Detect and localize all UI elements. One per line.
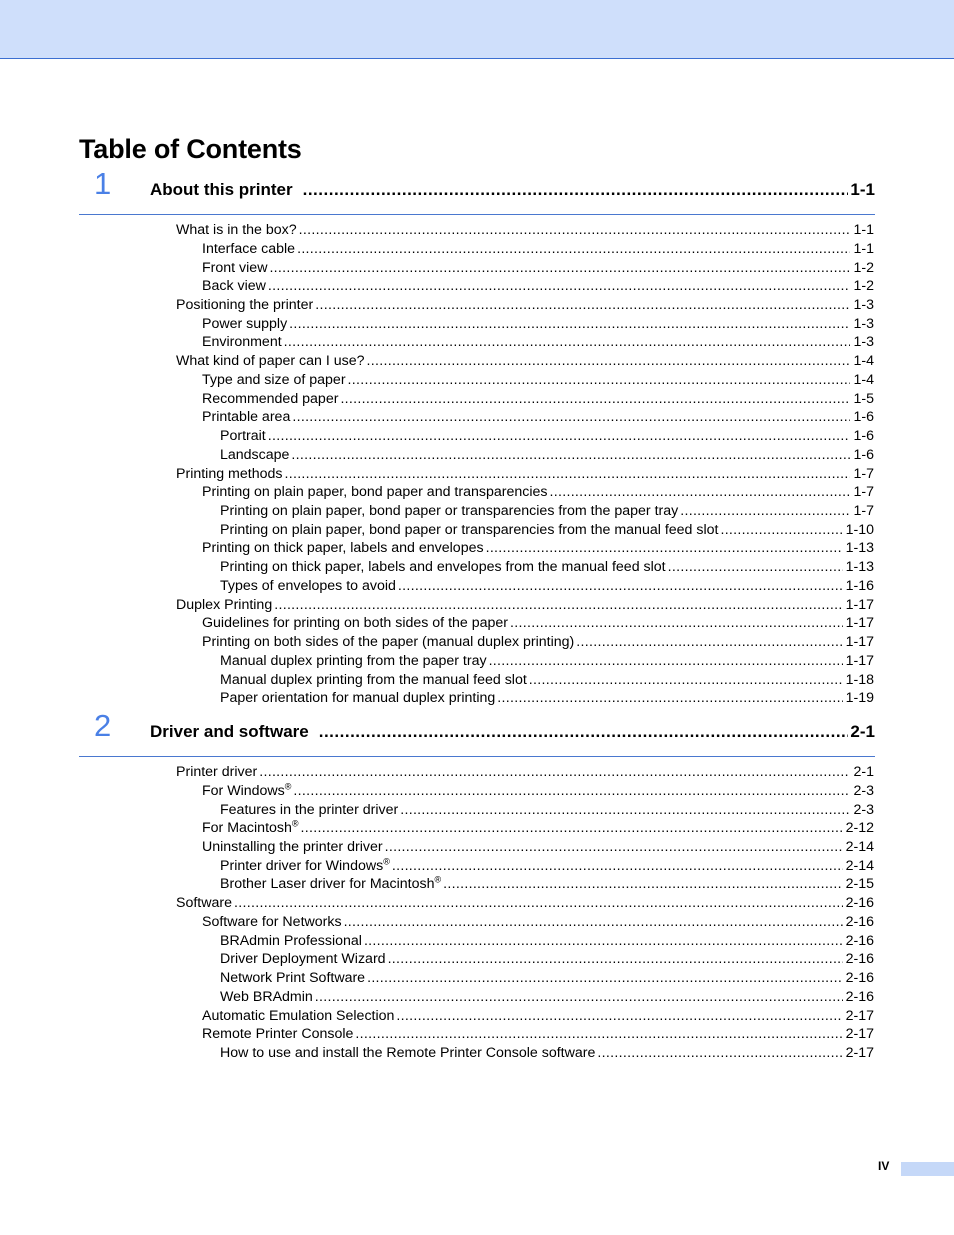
toc-entry-text: What kind of paper can I use?	[176, 353, 365, 370]
dot-leader	[443, 875, 842, 893]
toc-entry-text: Features in the printer driver	[220, 801, 399, 818]
toc-entry-text: Landscape	[220, 446, 290, 463]
toc-entry[interactable]	[220, 427, 874, 445]
dot-leader	[344, 913, 843, 931]
toc-entry-title	[202, 819, 299, 837]
toc-entry[interactable]	[220, 969, 874, 987]
toc-entry-page: 1-7	[853, 465, 874, 482]
toc-entry-page: 1-6	[853, 409, 874, 426]
toc-entry-text: Printing on both sides of the paper (manual duplex printing)	[202, 634, 575, 651]
toc-entry[interactable]	[220, 801, 874, 819]
dot-leader	[367, 352, 851, 370]
toc-entry-page: 1-3	[853, 315, 874, 332]
toc-entry[interactable]	[220, 932, 874, 950]
toc-entry-title	[220, 1044, 595, 1062]
toc-entry-title	[202, 1007, 394, 1025]
toc-entry-page: 1-6	[853, 446, 874, 463]
toc-entry-title	[220, 446, 289, 464]
toc-entry[interactable]	[220, 446, 874, 464]
toc-entry-text: Recommended paper	[202, 390, 339, 407]
toc-entry-title	[202, 633, 574, 651]
toc-entry[interactable]	[220, 689, 874, 707]
toc-entry-page: 2-16	[845, 913, 874, 930]
toc-entry-text: Power supply	[202, 315, 288, 332]
toc-entry-text: Positioning the printer	[176, 296, 314, 313]
toc-entry[interactable]	[176, 894, 874, 912]
toc-entry-title	[202, 277, 266, 295]
toc-entry-text: Types of envelopes to avoid	[220, 577, 396, 594]
toc-entry-page: 2-16	[845, 932, 874, 949]
toc-entry-page: 2-16	[845, 970, 874, 986]
toc-entry-text: For Windows	[202, 782, 285, 799]
dot-leader	[486, 539, 843, 557]
toc-entry-title	[202, 315, 287, 333]
toc-entry-title	[220, 689, 495, 707]
toc-entry-title	[220, 969, 365, 987]
dot-leader	[299, 221, 851, 239]
registered-mark: ®	[284, 780, 292, 791]
toc-entry[interactable]	[202, 1025, 874, 1043]
toc-entry-page: 1-17	[845, 652, 874, 669]
toc-entry-page: 1-13	[845, 540, 874, 557]
dot-leader	[297, 240, 850, 258]
toc-entry-page: 1-19	[845, 690, 874, 707]
toc-entry-page: 1-7	[853, 484, 874, 501]
toc-entry[interactable]	[176, 763, 874, 781]
toc-entry[interactable]	[202, 782, 874, 800]
dot-leader	[489, 652, 843, 670]
registered-mark: ®	[291, 818, 299, 829]
dot-leader	[268, 277, 851, 295]
toc-entry-text: What is in the box?	[176, 222, 297, 238]
toc-entry-text: Software	[176, 895, 232, 912]
toc-entry[interactable]	[220, 521, 874, 539]
toc-entry-text: Printing on thick paper, labels and envelopes from the manual feed slot	[220, 559, 666, 576]
dot-leader	[301, 819, 843, 837]
toc-entry-title	[202, 483, 547, 501]
toc-entry-page: 1-2	[853, 278, 874, 295]
toc-entry-title	[220, 875, 441, 893]
toc-entry[interactable]	[220, 875, 874, 893]
dot-leader	[597, 1044, 842, 1062]
toc-entry[interactable]	[202, 333, 874, 351]
toc-entry-page: 1-13	[845, 559, 874, 576]
dot-leader	[720, 521, 842, 539]
toc-entry-text: Portrait	[220, 428, 266, 444]
toc-entry-title	[202, 539, 484, 557]
toc-entry[interactable]	[220, 577, 874, 595]
toc-entry-title	[176, 596, 272, 614]
page-title: Table of Contents	[79, 134, 302, 164]
toc-entry-page: 1-4	[853, 353, 874, 370]
dot-leader	[348, 371, 851, 389]
toc-entry-page: 1-17	[845, 634, 874, 651]
dot-leader	[396, 1007, 842, 1025]
toc-entry-text: Automatic Emulation Selection	[202, 1007, 395, 1024]
toc-entry[interactable]	[220, 950, 874, 968]
toc-entry-text: Printer driver for Windows	[220, 857, 384, 874]
toc-entry-title	[202, 838, 383, 856]
dot-leader	[549, 483, 850, 501]
toc-entry-text: Driver Deployment Wizard	[220, 951, 386, 968]
dot-leader	[274, 596, 842, 614]
toc-entry-page: 2-12	[845, 820, 874, 837]
dot-leader	[398, 577, 843, 595]
toc-entry[interactable]	[220, 857, 874, 875]
toc-entry-text: Printer driver	[176, 764, 258, 780]
toc-entry-title	[202, 333, 282, 351]
toc-entry-text: Software for Networks	[202, 913, 342, 930]
header-band	[0, 0, 954, 59]
toc-entry-page: 2-17	[845, 1026, 874, 1043]
toc-entry-title	[220, 801, 398, 819]
dot-leader	[315, 988, 843, 1006]
toc-entry[interactable]	[176, 296, 874, 314]
toc-entry[interactable]	[202, 277, 874, 295]
toc-entry-title	[176, 763, 257, 781]
toc-entry-title	[220, 521, 718, 539]
toc-entry-text: Front view	[202, 259, 268, 276]
toc-entry[interactable]	[176, 221, 874, 239]
dot-leader	[497, 689, 842, 707]
toc-entry-text: Network Print Software	[220, 970, 366, 986]
dot-leader	[284, 333, 851, 351]
toc-entry[interactable]	[202, 408, 874, 426]
toc-entry-title	[202, 614, 508, 632]
toc-entry-page: 1-4	[853, 371, 874, 388]
toc-entry-page: 1-3	[853, 334, 874, 351]
dot-leader	[668, 558, 843, 576]
toc-entry-page: 2-14	[845, 838, 874, 855]
toc-entry[interactable]	[202, 633, 874, 651]
toc-entry-text: Interface cable	[202, 240, 296, 257]
toc-entry[interactable]	[202, 390, 874, 408]
toc-entry-title	[220, 502, 678, 520]
toc-entry-text: Printing on thick paper, labels and envelopes	[202, 540, 484, 557]
dot-leader	[400, 801, 850, 819]
toc-entry-title	[202, 782, 291, 800]
toc-entry-text: Paper orientation for manual duplex printing	[220, 690, 496, 707]
toc-entry-title	[220, 671, 527, 689]
toc-entry-text: Printing on plain paper, bond paper or transparencies from the manual feed slot	[220, 521, 719, 538]
registered-mark: ®	[434, 874, 442, 885]
dot-leader	[289, 315, 850, 333]
dot-leader	[315, 296, 850, 314]
toc-entry-title	[220, 427, 266, 445]
toc-entry-text: Duplex Printing	[176, 596, 273, 613]
toc-entry[interactable]	[202, 315, 874, 333]
chapter-page: 1-1	[850, 180, 875, 199]
toc-entry-text: For Macintosh	[202, 820, 292, 837]
toc-entry-page: 2-16	[845, 951, 874, 968]
toc-entry[interactable]	[220, 1044, 874, 1062]
toc-entry-title	[220, 932, 362, 950]
toc-entry-title	[202, 1025, 353, 1043]
toc-entry-page: 1-6	[853, 428, 874, 444]
dot-leader	[234, 894, 843, 912]
toc-entry[interactable]	[202, 838, 874, 856]
toc-entry-page: 1-16	[845, 577, 874, 594]
toc-entry-page: 1-2	[853, 259, 874, 276]
toc-entry-text: Brother Laser driver for Macintosh	[220, 876, 435, 893]
toc-entry[interactable]	[176, 352, 874, 370]
dot-leader	[576, 633, 842, 651]
dot-leader	[319, 722, 849, 742]
dot-leader	[385, 838, 843, 856]
toc-entry-page: 2-3	[853, 801, 874, 818]
dot-leader	[364, 932, 843, 950]
toc-entry[interactable]	[176, 465, 874, 483]
dot-leader	[529, 671, 843, 689]
dot-leader	[355, 1025, 842, 1043]
toc-entry-text: Back view	[202, 278, 266, 295]
toc-entry[interactable]	[220, 652, 874, 670]
dot-leader	[388, 950, 843, 968]
chapter-1-heading[interactable]	[79, 166, 875, 215]
toc-entry-page: 1-1	[853, 222, 874, 238]
toc-entry-title	[220, 988, 313, 1006]
toc-entry-page: 1-17	[845, 615, 874, 632]
folio-tab	[901, 1162, 954, 1176]
toc-entry-page: 2-17	[845, 1045, 874, 1061]
toc-entry[interactable]	[202, 371, 874, 389]
toc-entry-text: Web BRAdmin	[220, 988, 313, 1005]
toc-entry-page: 2-16	[845, 988, 874, 1005]
toc-entry-page: 2-17	[845, 1007, 874, 1024]
toc-entry[interactable]	[220, 671, 874, 689]
toc-entry-text: Environment	[202, 334, 282, 351]
dot-leader	[269, 259, 850, 277]
chapter-page: 2-1	[850, 722, 875, 741]
toc-entry-page: 1-17	[845, 596, 874, 613]
toc-entry-title	[220, 577, 396, 595]
toc-entry[interactable]	[220, 988, 874, 1006]
dot-leader	[268, 427, 851, 445]
toc-entry-text: Remote Printer Console	[202, 1026, 354, 1043]
toc-entry-text: Uninstalling the printer driver	[202, 838, 383, 855]
dot-leader	[259, 763, 850, 781]
dot-leader	[510, 614, 843, 632]
toc-entry-title	[202, 240, 295, 258]
page-folio: IV	[878, 1159, 890, 1173]
toc-entry-text: Guidelines for printing on both sides of the paper	[202, 615, 509, 632]
toc-entry-page: 1-18	[845, 671, 874, 688]
toc-entry-title	[220, 652, 487, 670]
toc-entry-text: Printable area	[202, 409, 291, 426]
registered-mark: ®	[383, 855, 390, 866]
toc-entry-text: Manual duplex printing from the paper tray	[220, 652, 487, 669]
dot-leader	[292, 408, 850, 426]
toc-entry[interactable]	[202, 819, 874, 837]
toc-entry-text: BRAdmin Professional	[220, 932, 362, 949]
chapter-number: 1	[94, 166, 112, 201]
toc-entry-title	[176, 894, 232, 912]
toc-entry-text: How to use and install the Remote Printer Console software	[220, 1045, 596, 1061]
toc-entry[interactable]	[202, 240, 874, 258]
chapter-2-heading[interactable]	[79, 708, 875, 757]
toc-entry[interactable]	[176, 596, 874, 614]
toc-entry-title	[176, 352, 365, 370]
dot-leader	[303, 180, 849, 200]
toc-entry[interactable]	[202, 483, 874, 501]
dot-leader	[340, 390, 850, 408]
chapter-title: Driver and software	[150, 722, 309, 741]
dot-leader	[392, 857, 843, 875]
toc-entry-page: 2-3	[853, 782, 874, 799]
toc-entry-page: 2-15	[845, 876, 874, 893]
toc-entry-page: 2-14	[845, 857, 874, 874]
toc-entry-title	[176, 465, 282, 483]
toc-entry-page: 1-1	[853, 240, 874, 257]
toc-entry-page: 1-3	[853, 296, 874, 313]
toc-entry-title	[202, 390, 338, 408]
toc-entry[interactable]	[202, 1007, 874, 1025]
chapter-title: About this printer	[150, 180, 293, 199]
toc-entry-title	[176, 221, 297, 239]
toc-entry-title	[202, 408, 290, 426]
dot-leader	[291, 446, 850, 464]
toc-entry-page: 2-16	[845, 895, 874, 912]
toc-entry[interactable]	[202, 259, 874, 277]
dot-leader	[284, 465, 850, 483]
toc-entry-title	[202, 259, 267, 277]
toc-entry-text: Printing on plain paper, bond paper or transparencies from the paper tray	[220, 502, 679, 519]
toc-entry-title	[220, 950, 386, 968]
dot-leader	[367, 969, 843, 987]
toc-entry-text: Manual duplex printing from the manual feed slot	[220, 671, 527, 688]
toc-entry-title	[220, 558, 666, 576]
toc-entry-title	[176, 296, 313, 314]
chapter-number: 2	[94, 708, 112, 743]
toc-entry-title	[220, 857, 390, 875]
dot-leader	[293, 782, 850, 800]
toc-entry-page: 2-1	[853, 764, 874, 780]
toc-entry-text: Printing on plain paper, bond paper and transparencies	[202, 484, 548, 501]
toc-entry[interactable]	[220, 502, 874, 520]
toc-entry[interactable]	[202, 913, 874, 931]
toc-entry[interactable]	[220, 558, 874, 576]
toc-entry-title	[202, 913, 342, 931]
toc-entry-text: Printing methods	[176, 465, 283, 482]
toc-entry[interactable]	[202, 614, 874, 632]
toc-entry-title	[202, 371, 346, 389]
toc-entry-text: Type and size of paper	[202, 371, 346, 388]
toc-entry[interactable]	[202, 539, 874, 557]
dot-leader	[680, 502, 850, 520]
toc-entry-page: 1-10	[845, 521, 874, 538]
toc-entry-page: 1-5	[853, 390, 874, 407]
toc-entry-page: 1-7	[853, 502, 874, 519]
